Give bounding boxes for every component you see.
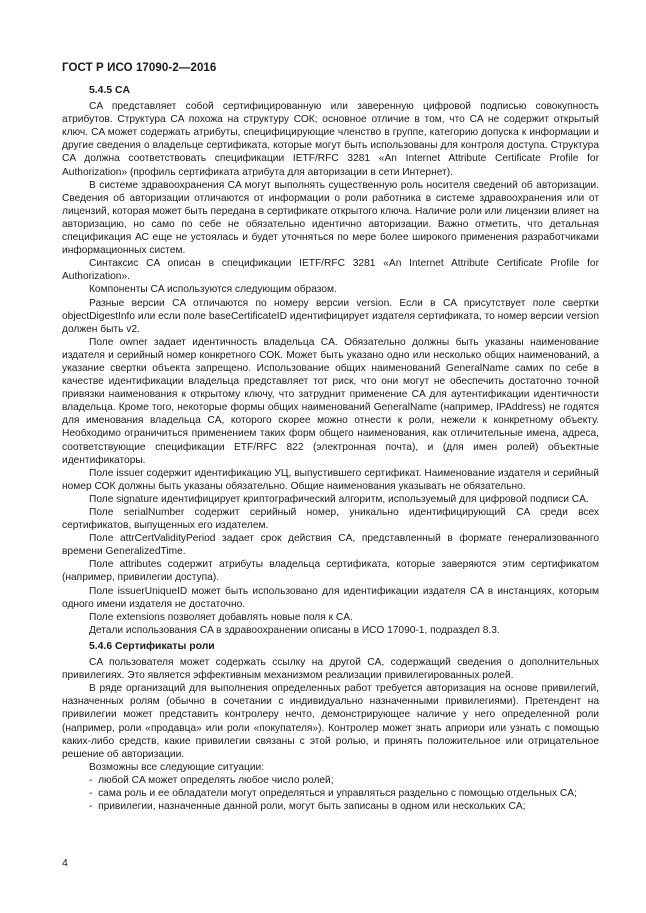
- page-body: [62, 84, 599, 813]
- paragraph: Поле attributes содержит атрибуты владельца сертификата, которые заверяются этим сертификатом (например, привилегии доступа).: [62, 559, 599, 584]
- paragraph: В ряде организаций для выполнения определенных работ требуется авторизация на основе привилегий, назначенных ролям (обычно в сочетании с индивидуально назначенными привилегиями). Претендент на привилегии может представить контролеру нечто, демонстрирующее наличие у него определенной роли (например, роли «продавца» или роли «покупателя»). Контролер может знать априори или узнать с помощью каких-либо средств, какие привилегии связаны с этой ролью, и принять положительное или отрицательное решение об авторизации.: [62, 683, 599, 760]
- section-heading-ca: 5.4.5 CA: [89, 85, 131, 96]
- list-item: - сама роль и ее обладатели могут определяться и управляться раздельно с помощью отдельных CA;: [62, 787, 599, 800]
- paragraph: В системе здравоохранения CA могут выполнять существенную роль носителя сведений об авторизации. Сведения об авторизации отличаются от информации о роли работника в системе здравоохранения или от лицензий, которая может быть передана в сертификате открытого ключа. Наличие роли или лицензии влияет на авторизацию, но само по себе не обязательно идентично авторизации. Важно отметить, что детальная спецификация АС еще не устоялась и будет уточняться по мере более широкого применения разработчиками информационных систем.: [62, 179, 599, 257]
- page-number: 4: [62, 857, 68, 869]
- paragraph: Детали использования CA в здравоохранении описаны в ИСО 17090-1, подраздел 8.3.: [89, 624, 500, 636]
- list-item: - любой CA может определять любое число ролей;: [62, 774, 599, 787]
- paragraph: Синтаксис CA описан в спецификации IETF/RFC 3281 «An Internet Attribute Certificate Profile for Authorization».: [62, 258, 599, 283]
- paragraph: Разные версии CA отличаются по номеру версии version. Если в CA присутствует поле свертки objectDigestInfo или если поле baseCertificateID идентифицирует издателя сертификата, то номер версии version должен быть v2.: [62, 297, 599, 335]
- document-header: ГОСТ Р ИСО 17090-2—2016: [62, 62, 217, 74]
- paragraph: Поле issuer содержит идентификацию УЦ, выпустившего сертификат. Наименование издателя и серийный номер СОК должны быть указаны обязательно. Общие наименования указывать не обязательно.: [62, 467, 599, 492]
- paragraph: Поле attrCertValidityPeriod задает срок действия CA, представленный в формате генерализованного времени GeneralizedTime.: [62, 533, 599, 558]
- situations-list: [62, 774, 599, 813]
- list-item: - привилегии, назначенные данной роли, могут быть записаны в одном или нескольких CA;: [62, 800, 599, 813]
- paragraph: CA представляет собой сертифицированную или заверенную цифровой подписью совокупность атрибутов. Структура CA похожа на структуру СОК; основное отличие в том, что CA не содержит открытый ключ. CA может содержать атрибуты, специфицирующие членство в группе, категорию допуска к информации и другие сведения о владельце сертификата, которые могут быть использованы для контроля доступа. Структура CA должна соответствовать спецификации IETF/RFC 3281 «An Internet Attribute Certificate Profile for Authorization» (профиль сертификата атрибута для авторизации в сети Интернет).: [62, 101, 599, 178]
- section-heading-roles: 5.4.6 Сертификаты роли: [89, 640, 215, 652]
- paragraph: Поле issuerUniqueID может быть использовано для идентификации издателя CA в инстанциях, которым одного имени издателя не достаточно.: [62, 585, 599, 610]
- paragraph: Поле signature идентифицирует криптографический алгоритм, используемый для цифровой подписи CA.: [89, 493, 589, 505]
- paragraph: Компоненты CA используются следующим образом.: [89, 284, 337, 296]
- paragraph: CA пользователя может содержать ссылку на другой CA, содержащий сведения о дополнительных привилегиях. Это является эффективным механизмом реализации привилегированных ролей.: [62, 657, 599, 682]
- paragraph: Поле extensions позволяет добавлять новые поля к CA.: [89, 611, 353, 623]
- paragraph: Поле owner задает идентичность владельца CA. Обязательно должны быть указаны наименование издателя и серийный номер конкретного СОК. Может быть указано одно или несколько общих наименований, а указание свертки объекта запрещено. Использование общих наименований GeneralName самих по себе в качестве идентификации владельца представляет тот риск, что они могут не обеспечить достаточно точной привязки наименования к открытому ключу, что затруднит применение CA для аутентификации идентичности владельца. Кроме того, некоторые формы общих наименований GeneralName (например, IPAddress) не годятся для именования владельца CA, которого скорее можно отнести к роли, нежели к конкретному объекту. Необходимо ограничиться применением таких форм общего наименования, как отличительные имена, адреса, соответствующие спецификации ETF/RFC 822 (электронная почта), и (для имен ролей) объектные идентификаторы.: [62, 336, 599, 466]
- paragraph: Поле serialNumber содержит серийный номер, уникально идентифицирующий CA среди всех сертификатов, выпущенных его издателем.: [62, 507, 599, 532]
- paragraph: Возможны все следующие ситуации:: [89, 761, 265, 773]
